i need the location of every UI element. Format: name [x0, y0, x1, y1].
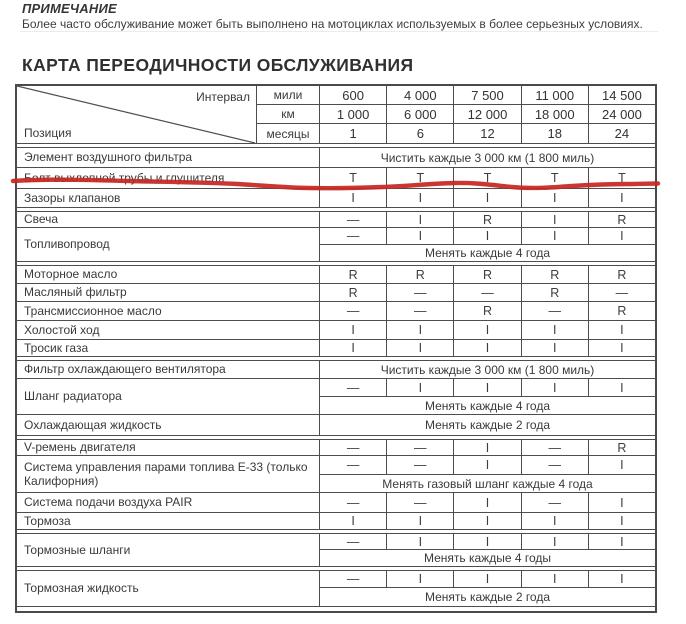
- interval-value: 6: [387, 124, 454, 143]
- interval-note: Менять каждые 4 годы: [423, 551, 552, 565]
- interval-mark: —: [320, 534, 387, 549]
- interval-mark: R: [617, 267, 627, 282]
- maintenance-schedule-table: [15, 84, 657, 613]
- marks-subrow: [320, 571, 655, 588]
- interval-mark: —: [522, 302, 589, 320]
- interval-mark: —: [454, 284, 521, 301]
- row-label: Топливопровод: [17, 228, 320, 261]
- interval-mark: I: [522, 228, 589, 244]
- header-row-km: [257, 105, 655, 124]
- table-row: [17, 456, 655, 493]
- interval-mark: I: [387, 212, 454, 227]
- interval-mark: I: [454, 571, 521, 587]
- row-label: Холостой ход: [17, 321, 320, 339]
- interval-mark: R: [522, 266, 589, 283]
- interval-mark: R: [454, 302, 521, 320]
- interval-mark: R: [320, 266, 387, 283]
- group-separator: [17, 607, 655, 611]
- row-label: Тормоза: [17, 513, 320, 529]
- interval-mark: I: [454, 440, 521, 455]
- header-values: [257, 86, 655, 143]
- page-title: КАРТА ПЕРЕОДИЧНОСТИ ОБСЛУЖИВАНИЯ: [22, 55, 414, 75]
- row-label: Охлаждающая жидкость: [17, 415, 320, 435]
- table-body: [17, 148, 655, 607]
- interval-value: 12: [454, 124, 521, 143]
- interval-mark: R: [617, 212, 627, 227]
- interval-mark: —: [387, 284, 454, 301]
- interval-mark: —: [387, 302, 454, 320]
- row-subgrid: [320, 571, 655, 606]
- interval-mark: I: [387, 228, 454, 244]
- interval-mark: I: [387, 513, 454, 529]
- interval-note: Менять газовый шланг каждые 4 года: [382, 476, 593, 491]
- row-label: Болт выхлопной трубы и глушителя: [17, 168, 320, 188]
- table-row: [17, 361, 655, 379]
- interval-mark: I: [620, 229, 624, 243]
- interval-mark: I: [522, 340, 589, 356]
- interval-note: Менять каждые 4 года: [424, 398, 551, 413]
- interval-mark: —: [320, 379, 387, 396]
- interval-mark: I: [387, 379, 454, 396]
- interval-mark: I: [387, 534, 454, 549]
- interval-mark: I: [320, 321, 387, 339]
- interval-mark: T: [618, 171, 626, 185]
- table-row: [17, 379, 655, 415]
- table-row: [17, 302, 655, 321]
- row-label: Тормозная жидкость: [17, 571, 320, 606]
- note-divider: [20, 31, 658, 32]
- interval-mark: I: [620, 458, 624, 472]
- interval-mark: T: [522, 168, 589, 188]
- interval-mark: —: [522, 456, 589, 474]
- row-label: Фильтр охлаждающего вентилятора: [17, 361, 320, 378]
- unit-label: месяцы: [257, 124, 320, 143]
- interval-value: 6 000: [387, 105, 454, 123]
- note-text: Более часто обслуживание может быть выполнено на мотоциклах используемых в более серьезных условиях.: [22, 17, 643, 31]
- row-label: V-ремень двигателя: [17, 440, 320, 455]
- header-row-months: [257, 124, 655, 143]
- table-row: [17, 493, 655, 513]
- interval-mark: I: [454, 228, 521, 244]
- interval-mark: —: [320, 440, 387, 455]
- interval-mark: I: [620, 191, 624, 205]
- table-row: [17, 168, 655, 189]
- interval-mark: I: [454, 340, 521, 356]
- table-row: [17, 571, 655, 607]
- row-label: Масляный фильтр: [17, 284, 320, 301]
- interval-mark: R: [454, 212, 521, 227]
- interval-mark: I: [454, 534, 521, 549]
- interval-note: Менять каждые 2 года: [424, 418, 551, 432]
- row-label: Трансмиссионное масло: [17, 302, 320, 320]
- interval-mark: I: [522, 189, 589, 207]
- interval-mark: I: [454, 513, 521, 529]
- note-title: ПРИМЕЧАНИЕ: [22, 1, 117, 16]
- interval-mark: I: [454, 321, 521, 339]
- interval-note: Чистить каждые 3 000 км (1 800 миль): [380, 362, 595, 377]
- row-subgrid: [320, 456, 655, 492]
- interval-mark: T: [454, 168, 521, 188]
- interval-mark: T: [387, 168, 454, 188]
- interval-mark: R: [522, 284, 589, 301]
- unit-label: мили: [257, 86, 320, 104]
- row-label: Система управления парами топлива E-33 (только Калифорния): [17, 456, 320, 492]
- interval-mark: —: [387, 493, 454, 512]
- interval-value: 7 500: [454, 86, 521, 104]
- interval-mark: I: [454, 379, 521, 396]
- header-row-miles: [257, 86, 655, 105]
- table-row: [17, 340, 655, 357]
- interval-note: Чистить каждые 3 000 км (1 800 миль): [380, 150, 595, 165]
- table-row: [17, 415, 655, 436]
- row-label: Тросик газа: [17, 340, 320, 356]
- interval-value: 11 000: [522, 86, 589, 104]
- interval-mark: I: [620, 572, 624, 586]
- interval-mark: I: [522, 571, 589, 587]
- interval-mark: —: [320, 302, 387, 320]
- table-header: [17, 86, 655, 144]
- interval-value: 600: [320, 86, 387, 104]
- table-row: [17, 513, 655, 530]
- interval-value: 14 500: [602, 87, 642, 103]
- row-subgrid: [320, 534, 655, 566]
- interval-note: Менять каждые 2 года: [424, 590, 551, 604]
- interval-mark: I: [620, 534, 624, 549]
- interval-value: 12 000: [454, 105, 521, 123]
- interval-mark: I: [522, 513, 589, 529]
- interval-label: Интервал: [196, 90, 250, 104]
- interval-mark: R: [454, 266, 521, 283]
- interval-mark: I: [620, 323, 624, 337]
- interval-mark: —: [522, 440, 589, 455]
- row-label: Система подачи воздуха PAIR: [17, 493, 320, 512]
- interval-value: 1 000: [320, 105, 387, 123]
- interval-mark: I: [620, 514, 624, 528]
- interval-value: 18: [522, 124, 589, 143]
- table-row: [17, 266, 655, 284]
- marks-subrow: [320, 379, 655, 397]
- row-label: Свеча: [17, 212, 320, 227]
- interval-value: 24: [614, 126, 630, 141]
- interval-value: 1: [320, 124, 387, 143]
- position-label: Позиция: [24, 126, 72, 140]
- interval-mark: —: [522, 493, 589, 512]
- row-label: Моторное масло: [17, 266, 320, 283]
- row-label: Тормозные шланги: [17, 534, 320, 566]
- table-row: [17, 534, 655, 567]
- interval-mark: R: [617, 440, 627, 455]
- interval-mark: —: [615, 285, 629, 300]
- table-row: [17, 189, 655, 208]
- interval-mark: I: [454, 493, 521, 512]
- interval-mark: —: [320, 212, 387, 227]
- interval-mark: I: [387, 571, 454, 587]
- interval-mark: —: [320, 571, 387, 587]
- row-label: Элемент воздушного фильтра: [17, 148, 320, 167]
- table-row: [17, 284, 655, 302]
- interval-mark: —: [320, 456, 387, 474]
- interval-mark: I: [454, 189, 521, 207]
- interval-mark: —: [320, 493, 387, 512]
- row-label: Зазоры клапанов: [17, 189, 320, 207]
- interval-mark: —: [320, 228, 387, 244]
- interval-mark: I: [320, 189, 387, 207]
- interval-mark: I: [387, 340, 454, 356]
- interval-mark: I: [522, 212, 589, 227]
- interval-mark: —: [387, 440, 454, 455]
- interval-mark: I: [522, 379, 589, 396]
- interval-mark: —: [387, 456, 454, 474]
- interval-value: 4 000: [387, 86, 454, 104]
- interval-value: 18 000: [522, 105, 589, 123]
- interval-mark: I: [620, 495, 624, 510]
- interval-mark: I: [387, 189, 454, 207]
- table-row: [17, 321, 655, 340]
- interval-mark: T: [320, 168, 387, 188]
- interval-mark: I: [320, 340, 387, 356]
- marks-subrow: [320, 228, 655, 245]
- interval-mark: I: [320, 513, 387, 529]
- table-row: [17, 228, 655, 262]
- interval-note: Менять каждые 4 года: [424, 246, 551, 260]
- interval-mark: R: [617, 304, 627, 318]
- unit-label: км: [257, 105, 320, 123]
- interval-mark: R: [387, 266, 454, 283]
- row-subgrid: [320, 228, 655, 261]
- interval-mark: I: [454, 456, 521, 474]
- marks-subrow: [320, 456, 655, 475]
- row-subgrid: [320, 379, 655, 414]
- table-row: [17, 440, 655, 456]
- interval-mark: I: [620, 341, 624, 355]
- interval-mark: I: [522, 534, 589, 549]
- table-row: [17, 148, 655, 168]
- interval-value: 24 000: [602, 106, 642, 122]
- row-label: Шланг радиатора: [17, 379, 320, 414]
- interval-mark: I: [620, 380, 624, 395]
- interval-mark: I: [522, 321, 589, 339]
- interval-mark: I: [387, 321, 454, 339]
- table-row: [17, 212, 655, 228]
- interval-mark: R: [320, 284, 387, 301]
- header-corner-cell: [17, 86, 257, 143]
- marks-subrow: [320, 534, 655, 550]
